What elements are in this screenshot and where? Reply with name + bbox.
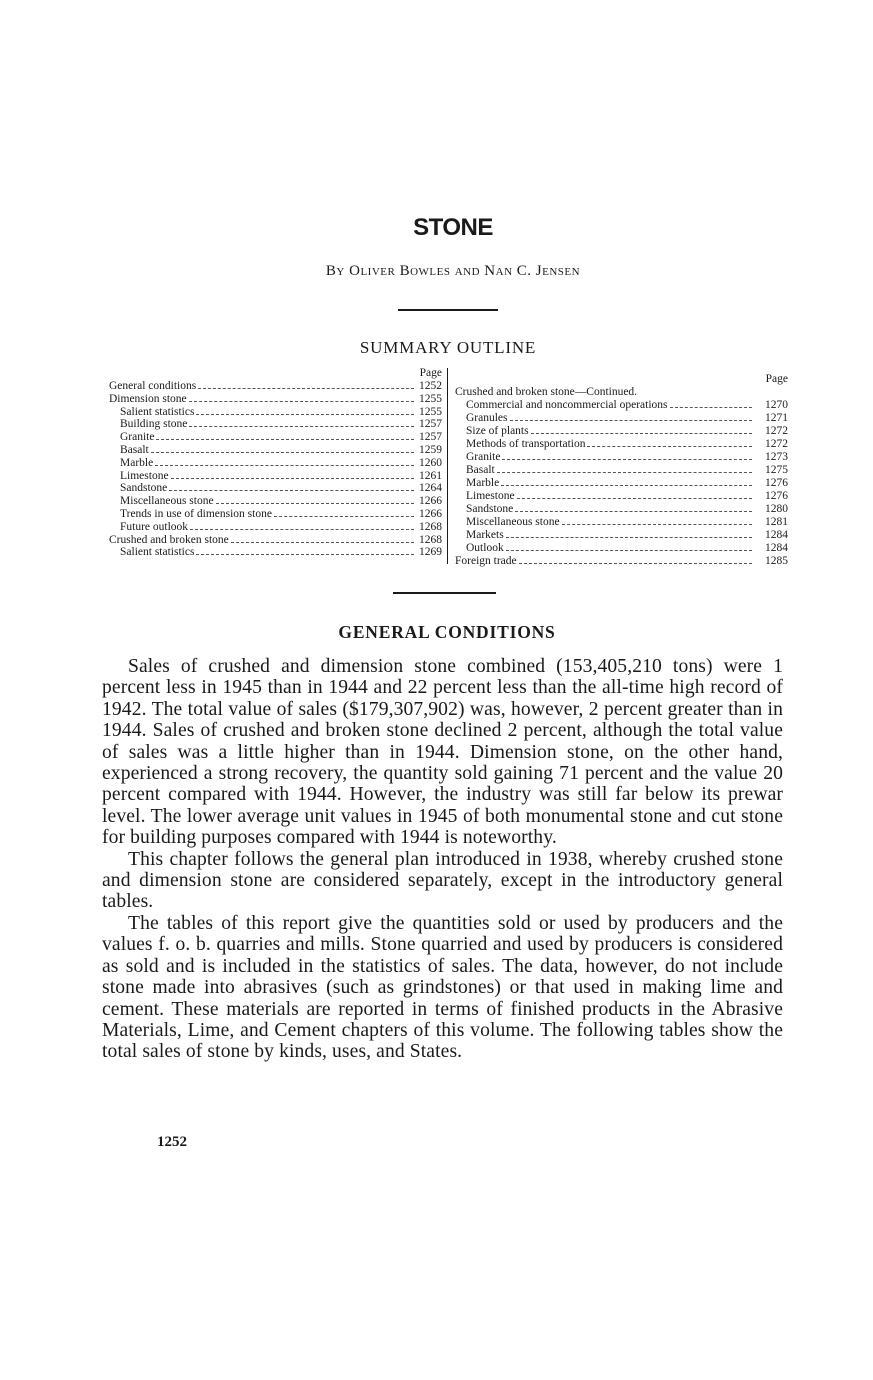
leader-dots — [510, 412, 752, 421]
outline-entry-page: 1271 — [765, 412, 788, 425]
outline-entry-label: Trends in use of dimension stone — [120, 507, 272, 520]
outline-entry-label: Markets — [466, 529, 504, 542]
outline-entry-label: Sandstone — [466, 503, 514, 516]
outline-entry — [455, 451, 788, 464]
title-rule — [398, 309, 498, 311]
outline-entry-page: 1284 — [765, 529, 788, 542]
outline-entry-page: 1257 — [419, 418, 442, 431]
summary-outline-heading: SUMMARY OUTLINE — [359, 338, 537, 357]
leader-dots — [506, 529, 752, 538]
outline-entry — [455, 399, 788, 412]
outline-entry-page: 1276 — [765, 477, 788, 490]
section-heading: GENERAL CONDITIONS — [338, 622, 556, 642]
outline-entry-page: 1276 — [765, 490, 788, 503]
leader-dots — [189, 393, 414, 402]
outline-entry-label: Limestone — [120, 469, 169, 482]
leader-dots — [216, 495, 414, 504]
outline-entry-page: 1261 — [419, 469, 442, 482]
outline-entry-label: Granite — [466, 451, 501, 464]
leader-dots — [196, 546, 414, 555]
outline-entry — [109, 546, 442, 559]
outline-entry — [455, 503, 788, 516]
leader-dots — [151, 444, 414, 453]
leader-dots — [515, 503, 752, 512]
leader-dots — [517, 490, 752, 499]
leader-dots — [189, 418, 414, 427]
outline-entry — [109, 393, 442, 406]
leader-dots — [506, 542, 752, 551]
outline-entry-page: 1275 — [765, 464, 788, 477]
outline-entry — [109, 418, 442, 431]
outline-entry — [109, 521, 442, 534]
outline-entry-page: 1280 — [765, 503, 788, 516]
outline-entry — [109, 508, 442, 521]
outline-entry-page: 1268 — [419, 533, 442, 546]
outline-entry-label: Marble — [466, 477, 500, 490]
outline-entry-page: 1259 — [419, 443, 442, 456]
outline-entry-label: Granite — [120, 431, 155, 444]
outline-left-column — [109, 367, 442, 559]
outline-entry-label: Commercial and noncommercial operations — [466, 399, 668, 412]
outline-entry-label: Methods of transportation — [466, 438, 586, 451]
outline-entry-page: 1270 — [765, 399, 788, 412]
leader-dots — [169, 482, 414, 491]
outline-entry-label: Dimension stone — [109, 392, 187, 405]
outline-entry — [455, 412, 788, 425]
outline-entry — [455, 529, 788, 542]
outline-entry-label: Basalt — [466, 464, 495, 477]
outline-entry — [455, 425, 788, 438]
outline-entry — [109, 470, 442, 483]
outline-entry — [109, 482, 442, 495]
outline-entry-label: General conditions — [109, 380, 197, 392]
leader-dots — [171, 470, 414, 479]
outline-entry — [455, 438, 788, 451]
outline-entry-label: Size of plants — [466, 425, 529, 438]
leader-dots — [587, 438, 752, 447]
outline-entry-page: 1257 — [419, 431, 442, 444]
leader-dots — [501, 477, 752, 486]
outline-entry-page: 1269 — [419, 546, 442, 559]
outline-entry-page: 1255 — [419, 392, 442, 405]
outline-entry-label: Granules — [466, 412, 508, 425]
page-column-label-right: Page — [765, 373, 788, 385]
outline-entry — [455, 542, 788, 555]
leader-dots — [274, 508, 414, 517]
outline-entry — [109, 534, 442, 547]
outline-entry-label: Sandstone — [120, 482, 168, 495]
outline-entry-label: Foreign trade — [455, 554, 517, 567]
paragraph: The tables of this report give the quantities sold or used by producers and the values f. o. b. quarries and mills. Stone quarried and used by producers is considered as sold and is included in the statistics of sales. The data, however, do not include stone made into abrasives (such as grindstones) or that used in making lime and cement. These materials are reported in terms of finished products in the Abrasive Materials, Lime, and Cement chapters of this volume. The following tables show the total sales of stone by kinds, uses, and States. — [102, 912, 783, 1063]
outline-entry — [455, 490, 788, 503]
outline-column-divider — [447, 368, 448, 564]
outline-entry — [455, 555, 788, 568]
paragraph: Sales of crushed and dimension stone combined (153,405,210 tons) were 1 percent less in 1945 than in 1944 and 22 percent less than the all-time high record of 1942. The total value of sales ($179,307,902) was, however, 2 percent greater than in 1944. Sales of crushed and broken stone declined 2 percent, although the total value of sales was a little higher than in 1944. Dimension stone, on the other hand, experienced a strong recovery, the quantity sold gaining 71 percent and the value 20 percent compared with 1944. However, the industry was still far below its prewar level. The lower average unit values in 1945 of both monumental stone and cut stone for building purposes compared with 1944 is noteworthy. — [102, 656, 783, 849]
leader-dots — [497, 464, 752, 473]
outline-entry-page: 1266 — [419, 507, 442, 520]
outline-entry-label: Marble — [120, 456, 154, 469]
outline-entry-label: Salient statistics — [120, 405, 195, 418]
leader-dots — [190, 521, 414, 530]
leader-dots — [155, 457, 414, 466]
page-column-label: Page — [419, 367, 442, 379]
paragraph: This chapter follows the general plan introduced in 1938, whereby crushed stone and dimension stone are considered separately, except in the introductory general tables. — [102, 848, 783, 913]
outline-entry — [109, 380, 442, 393]
outline-entry-label: Crushed and broken stone — [109, 533, 229, 546]
body-text — [102, 656, 783, 1063]
outline-entry-label: Building stone — [120, 418, 188, 431]
outline-entry — [109, 444, 442, 457]
leader-dots — [231, 534, 414, 543]
outline-entry-page: 1272 — [765, 438, 788, 451]
leader-dots — [670, 399, 752, 408]
leader-dots — [531, 425, 752, 434]
outline-entry-label: Miscellaneous stone — [466, 516, 560, 529]
outline-entry — [109, 406, 442, 419]
outline-entry — [455, 477, 788, 490]
outline-entry-label: Basalt — [120, 443, 149, 456]
page-number: 1252 — [157, 1134, 187, 1150]
outline-right-column — [455, 373, 788, 568]
outline-continued-header: Crushed and broken stone—Continued. — [455, 386, 638, 399]
leader-dots — [562, 516, 752, 525]
section-rule — [393, 592, 496, 594]
outline-entry-page: 1268 — [419, 520, 442, 533]
leader-dots — [519, 555, 752, 564]
outline-entry — [455, 516, 788, 529]
author-byline: By Oliver Bowles and Nan C. Jensen — [325, 263, 581, 279]
outline-entry-label: Outlook — [466, 542, 504, 554]
outline-entry-page: 1285 — [765, 554, 788, 567]
outline-entry-page: 1272 — [765, 425, 788, 438]
outline-entry-page: 1260 — [419, 456, 442, 469]
outline-entry-page: 1273 — [765, 451, 788, 464]
outline-entry — [109, 457, 442, 470]
outline-entry — [455, 464, 788, 477]
outline-entry — [109, 495, 442, 508]
outline-entry-label: Miscellaneous stone — [120, 495, 214, 508]
outline-entry-label: Future outlook — [120, 520, 189, 533]
outline-entry — [109, 431, 442, 444]
outline-entry-page: 1252 — [419, 380, 442, 392]
leader-dots — [502, 451, 752, 460]
outline-entry-page: 1264 — [419, 482, 442, 495]
outline-entry-label: Salient statistics — [120, 546, 195, 559]
outline-entry-page: 1255 — [419, 405, 442, 418]
outline-entry-label: Limestone — [466, 490, 515, 503]
outline-entry-page: 1284 — [765, 542, 788, 554]
outline-entry-page: 1281 — [765, 516, 788, 529]
chapter-title: STONE — [413, 214, 493, 241]
outline-entry-page: 1266 — [419, 495, 442, 508]
leader-dots — [198, 380, 414, 389]
leader-dots — [196, 406, 414, 415]
leader-dots — [156, 431, 414, 440]
